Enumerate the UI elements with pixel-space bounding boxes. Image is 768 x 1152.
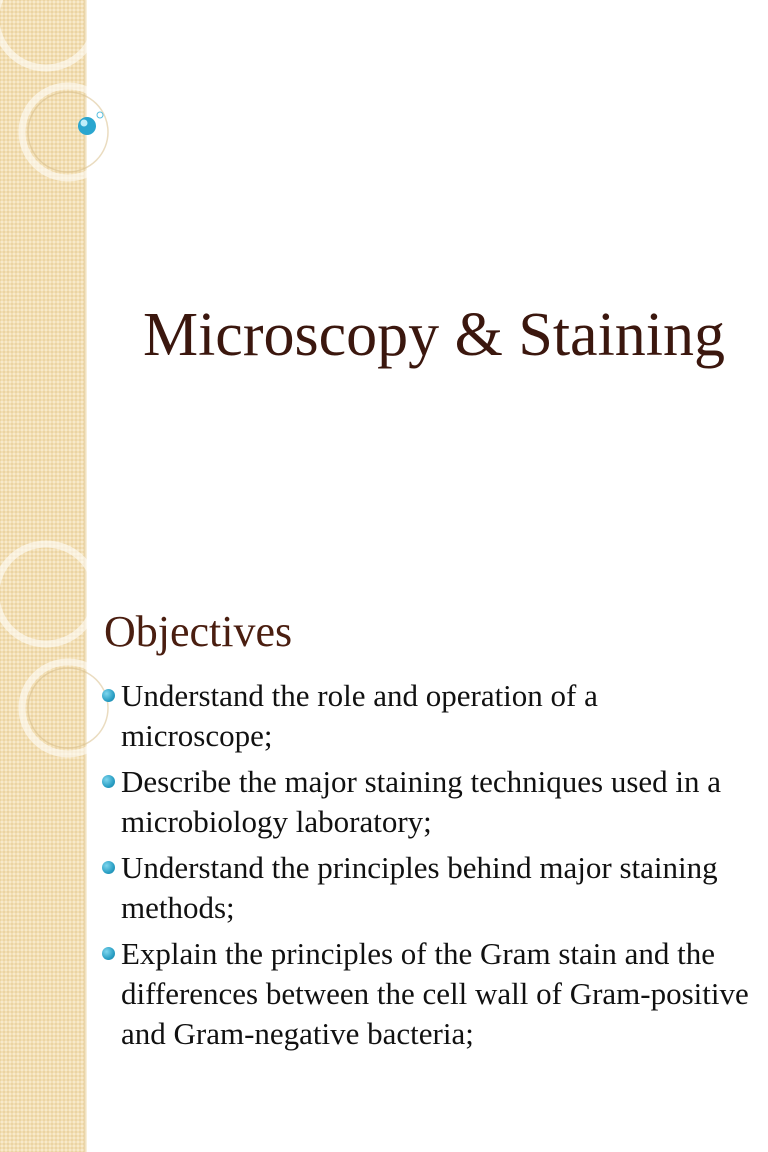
bullet-dot-icon	[102, 861, 115, 874]
objective-text: Understand the principles behind major staining methods;	[121, 850, 718, 925]
list-item	[100, 762, 750, 842]
small-ring-icon	[97, 112, 103, 118]
slide-title: Microscopy & Staining	[142, 301, 726, 369]
list-item	[100, 934, 750, 1054]
list-item	[100, 848, 750, 928]
list-item	[100, 676, 750, 756]
objective-text: Describe the major staining techniques used in a microbiology laboratory;	[121, 764, 722, 839]
objective-text: Explain the principles of the Gram stain and the differences between the cell wall of Gram-positive and Gram-negative bacteria;	[121, 936, 749, 1051]
objectives-list	[100, 676, 750, 1060]
bullet-dot-icon	[102, 689, 115, 702]
objectives-heading: Objectives	[104, 607, 293, 656]
blue-orb-icon	[78, 117, 96, 135]
decorative-rings	[0, 0, 130, 200]
objective-text: Understand the role and operation of a microscope;	[121, 678, 598, 753]
bullet-dot-icon	[102, 775, 115, 788]
bullet-dot-icon	[102, 947, 115, 960]
objectives-slide	[0, 576, 768, 1152]
